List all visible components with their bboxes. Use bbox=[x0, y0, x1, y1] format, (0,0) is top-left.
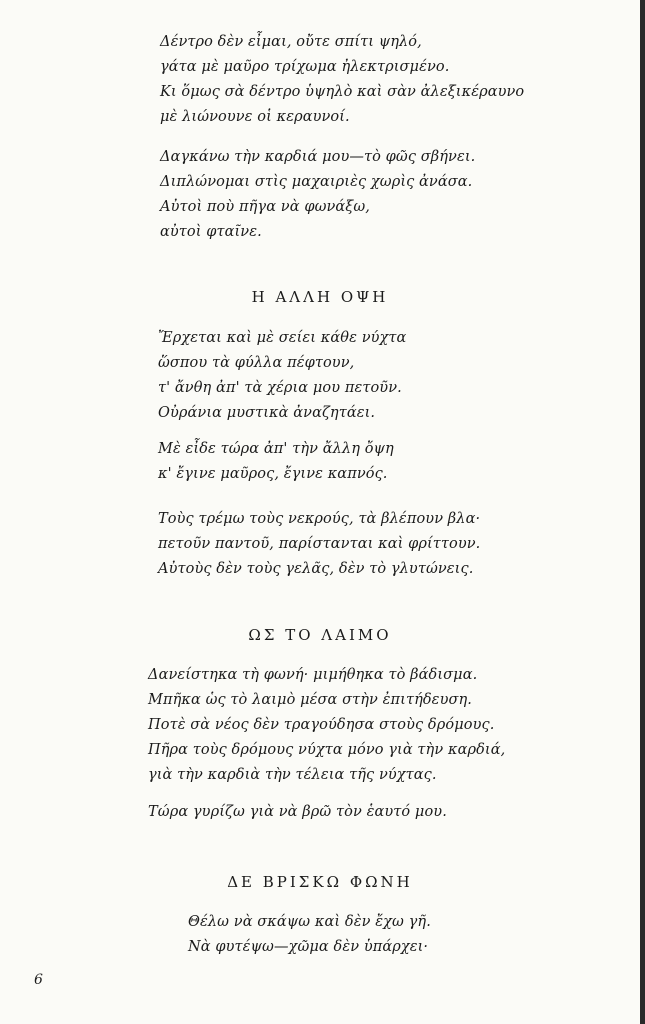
verse-line: πετοῦν παντοῦ, παρίστανται καὶ φρίττουν. bbox=[158, 536, 481, 552]
poem-title: Η ΑΛΛΗ ΟΨΗ bbox=[251, 288, 389, 306]
verse-line: Οὐράνια μυστικὰ ἀναζητάει. bbox=[158, 405, 376, 421]
verse-line: Δαγκάνω τὴν καρδιά μου—τὸ φῶς σβήνει. bbox=[160, 149, 476, 165]
verse-line: γάτα μὲ μαῦρο τρίχωμα ἠλεκτρισμένο. bbox=[160, 59, 450, 75]
poem-title: ΩΣ ΤΟ ΛΑΙΜΟ bbox=[248, 626, 392, 644]
poem-title: ΔΕ ΒΡΙΣΚΩ ΦΩΝΗ bbox=[227, 873, 413, 891]
verse-line: κ' ἔγινε μαῦρος, ἔγινε καπνός. bbox=[158, 466, 388, 482]
verse-line: Πῆρα τοὺς δρόμους νύχτα μόνο γιὰ τὴν καρδιά, bbox=[148, 742, 506, 758]
stanza bbox=[148, 800, 447, 825]
stanza bbox=[160, 145, 475, 245]
verse-line: Νὰ φυτέψω—χῶμα δὲν ὑπάρχει· bbox=[188, 939, 429, 955]
verse-line: Αὐτοὺς δὲν τοὺς γελᾶς, δὲν τὸ γλυτώνεις. bbox=[158, 561, 474, 577]
verse-line: Μὲ εἶδε τώρα ἀπ' τὴν ἄλλη ὄψη bbox=[158, 441, 394, 457]
verse-line: τ' ἄνθη ἀπ' τὰ χέρια μου πετοῦν. bbox=[158, 380, 402, 396]
stanza bbox=[160, 30, 524, 130]
stanza bbox=[158, 326, 406, 426]
verse-line: Μπῆκα ὡς τὸ λαιμὸ μέσα στὴν ἐπιτήδευση. bbox=[148, 692, 472, 708]
verse-line: Δανείστηκα τὴ φωνή· μιμήθηκα τὸ βάδισμα. bbox=[148, 667, 478, 683]
verse-line: Αὐτοὶ ποὺ πῆγα νὰ φωνάξω, bbox=[160, 199, 371, 215]
verse-line: ὥσπου τὰ φύλλα πέφτουν, bbox=[158, 355, 355, 371]
verse-line: Ποτὲ σὰ νέος δὲν τραγούδησα στοὺς δρόμους. bbox=[148, 717, 495, 733]
verse-line: Ἔρχεται καὶ μὲ σείει κάθε νύχτα bbox=[158, 330, 407, 346]
verse-line: Θέλω νὰ σκάψω καὶ δὲν ἔχω γῆ. bbox=[188, 914, 431, 930]
verse-line: μὲ λιώνουνε οἱ κεραυνοί. bbox=[160, 109, 350, 125]
verse-line: Τώρα γυρίζω γιὰ νὰ βρῶ τὸν ἑαυτό μου. bbox=[148, 804, 447, 820]
verse-line: γιὰ τὴν καρδιὰ τὴν τέλεια τῆς νύχτας. bbox=[148, 767, 437, 783]
verse-line: Τοὺς τρέμω τοὺς νεκρούς, τὰ βλέπουν βλα· bbox=[158, 511, 481, 527]
stanza bbox=[148, 663, 505, 788]
verse-line: Κι ὅμως σὰ δέντρο ὑψηλὸ καὶ σὰν ἀλεξικέραυνο bbox=[160, 84, 525, 100]
verse-line: Διπλώνομαι στὶς μαχαιριὲς χωρὶς ἀνάσα. bbox=[160, 174, 473, 190]
page-edge bbox=[640, 0, 645, 1024]
stanza bbox=[158, 507, 480, 582]
verse-line: Δέντρο δὲν εἶμαι, οὔτε σπίτι ψηλό, bbox=[160, 34, 422, 50]
verse-line: αὐτοὶ φταῖνε. bbox=[160, 224, 262, 240]
stanza bbox=[188, 910, 431, 960]
stanza bbox=[158, 437, 394, 487]
page-number: 6 bbox=[34, 972, 43, 988]
